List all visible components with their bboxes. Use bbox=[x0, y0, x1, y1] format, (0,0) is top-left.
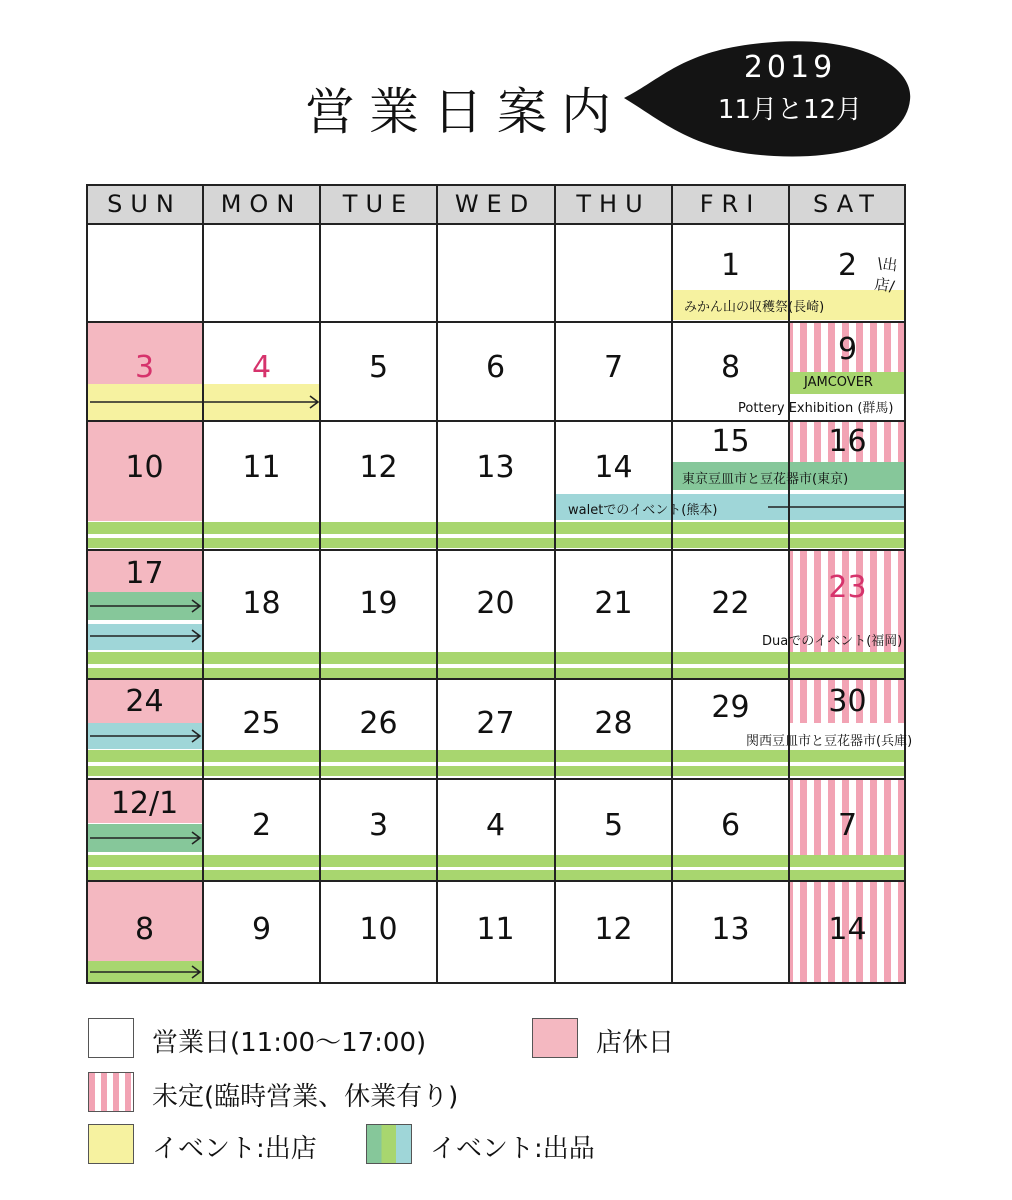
day-cell: 28 bbox=[594, 706, 633, 741]
day-cell: 19 bbox=[359, 586, 398, 621]
band-green bbox=[86, 750, 906, 762]
legend-swatch-event-goods bbox=[366, 1124, 412, 1164]
day-cell: 17 bbox=[125, 556, 164, 591]
badge-months: 11月と12月 bbox=[717, 95, 863, 125]
day-cell: 12 bbox=[594, 912, 633, 947]
legend-swatch-closed bbox=[532, 1018, 578, 1058]
legend-swatch-event-shop bbox=[88, 1124, 134, 1164]
weekday-wed: WED bbox=[454, 190, 537, 218]
day-cell: 18 bbox=[242, 586, 281, 621]
day-cell: 2 bbox=[251, 808, 272, 843]
day-cell: 10 bbox=[125, 450, 164, 485]
event-mamezara: 東京豆皿市と豆花器市(東京) bbox=[682, 472, 849, 487]
day-cell: 8 bbox=[134, 912, 155, 947]
band-green bbox=[86, 855, 906, 867]
event-jamcover-title: JAMCOVER bbox=[804, 375, 873, 390]
badge-text bbox=[690, 50, 890, 126]
event-jamcover-sub: Pottery Exhibition (群馬) bbox=[738, 401, 894, 416]
badge-year: 2019 bbox=[743, 50, 837, 85]
band-green bbox=[86, 870, 906, 880]
day-cell: 4 bbox=[485, 808, 506, 843]
day-cell: 9 bbox=[837, 332, 858, 367]
day-cell: 13 bbox=[711, 912, 750, 947]
day-cell: 23 bbox=[828, 570, 867, 605]
day-cell: 24 bbox=[125, 684, 164, 719]
weekday-thu: THU bbox=[576, 190, 651, 218]
day-cell: 6 bbox=[720, 808, 741, 843]
event-shutten: \出店/ bbox=[873, 254, 899, 296]
day-cell: 2 bbox=[837, 248, 858, 283]
day-cell: 11 bbox=[476, 912, 515, 947]
legend-swatch-undecided bbox=[88, 1072, 134, 1112]
event-kansai: 関西豆皿市と豆花器市(兵庫) bbox=[746, 734, 913, 749]
day-cell: 10 bbox=[359, 912, 398, 947]
day-cell: 27 bbox=[476, 706, 515, 741]
day-cell: 30 bbox=[828, 684, 867, 719]
day-cell: 22 bbox=[711, 586, 750, 621]
day-cell: 3 bbox=[134, 350, 155, 385]
weekday-mon: MON bbox=[220, 190, 303, 218]
legend-swatch-open bbox=[88, 1018, 134, 1058]
band-green bbox=[86, 522, 906, 534]
page-title: 営業日案内 bbox=[305, 83, 625, 141]
day-cell: 13 bbox=[476, 450, 515, 485]
day-cell: 5 bbox=[368, 350, 389, 385]
day-cell: 3 bbox=[368, 808, 389, 843]
band-green bbox=[86, 668, 906, 678]
weekday-sun: SUN bbox=[107, 190, 182, 218]
day-cell: 9 bbox=[251, 912, 272, 947]
day-cell: 12/1 bbox=[110, 786, 179, 821]
legend-closed: 店休日 bbox=[596, 1028, 675, 1058]
day-cell: 21 bbox=[594, 586, 633, 621]
legend-event-goods: イベント:出品 bbox=[430, 1134, 595, 1164]
weekday-fri: FRI bbox=[699, 190, 762, 218]
event-walet: waletでのイベント(熊本) bbox=[568, 503, 718, 518]
day-cell: 8 bbox=[720, 350, 741, 385]
day-cell: 7 bbox=[603, 350, 624, 385]
legend-open: 営業日(11:00〜17:00) bbox=[152, 1028, 427, 1058]
weekday-tue: TUE bbox=[342, 190, 415, 218]
day-cell: 14 bbox=[594, 450, 633, 485]
event-bar-blue bbox=[86, 624, 203, 650]
day-cell: 6 bbox=[485, 350, 506, 385]
day-cell: 26 bbox=[359, 706, 398, 741]
legend-undecided: 未定(臨時営業、休業有り) bbox=[152, 1082, 459, 1112]
day-cell: 4 bbox=[251, 350, 272, 385]
day-cell: 1 bbox=[720, 248, 741, 283]
day-cell: 5 bbox=[603, 808, 624, 843]
event-dua: Duaでのイベント(福岡) bbox=[762, 634, 903, 649]
day-cell: 14 bbox=[828, 912, 867, 947]
day-cell: 25 bbox=[242, 706, 281, 741]
day-cell: 20 bbox=[476, 586, 515, 621]
day-cell: 15 bbox=[711, 424, 750, 459]
event-mikan: みかん山の収穫祭(長崎) bbox=[684, 300, 825, 315]
legend-event-shop: イベント:出店 bbox=[152, 1134, 317, 1164]
day-cell: 7 bbox=[837, 808, 858, 843]
band-green bbox=[86, 538, 906, 548]
day-cell: 16 bbox=[828, 424, 867, 459]
day-cell: 29 bbox=[711, 690, 750, 725]
day-cell: 11 bbox=[242, 450, 281, 485]
calendar bbox=[86, 184, 913, 984]
band-green bbox=[86, 766, 906, 776]
weekday-sat: SAT bbox=[813, 190, 882, 218]
band-green bbox=[86, 652, 906, 664]
day-cell: 12 bbox=[359, 450, 398, 485]
